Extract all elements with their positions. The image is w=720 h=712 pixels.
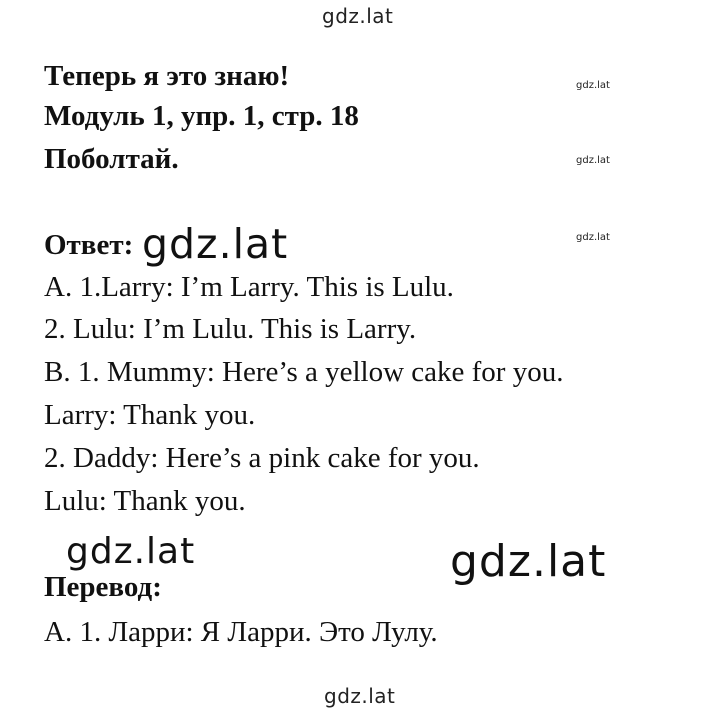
watermark-translation-left: gdz.lat [66,531,196,572]
translation-line-1: A. 1. Ларри: Я Ларри. Это Лулу. [44,616,438,648]
section-title: Теперь я это знаю! [44,60,290,92]
watermark-translation-right: gdz.lat [450,536,607,587]
exercise-title: Поболтай. [44,143,179,175]
watermark-small-2: gdz.lat [576,155,610,166]
answer-line-6: Lulu: Thank you. [44,485,246,517]
watermark-bottom: gdz.lat [324,684,396,708]
answer-line-3: B. 1. Mummy: Here’s a yellow cake for you. [44,356,564,388]
answer-line-1: A. 1.Larry: I’m Larry. This is Lulu. [44,271,454,303]
answer-line-4: Larry: Thank you. [44,399,256,431]
answer-label: Ответ: [44,229,134,261]
watermark-top: gdz.lat [322,4,394,28]
watermark-small-1: gdz.lat [576,80,610,91]
translation-label: Перевод: [44,571,162,603]
watermark-small-3: gdz.lat [576,232,610,243]
answer-line-5: 2. Daddy: Here’s a pink cake for you. [44,442,480,474]
answer-line-2: 2. Lulu: I’m Lulu. This is Larry. [44,313,417,345]
module-reference: Модуль 1, упр. 1, стр. 18 [44,100,359,132]
watermark-answer: gdz.lat [142,220,289,268]
